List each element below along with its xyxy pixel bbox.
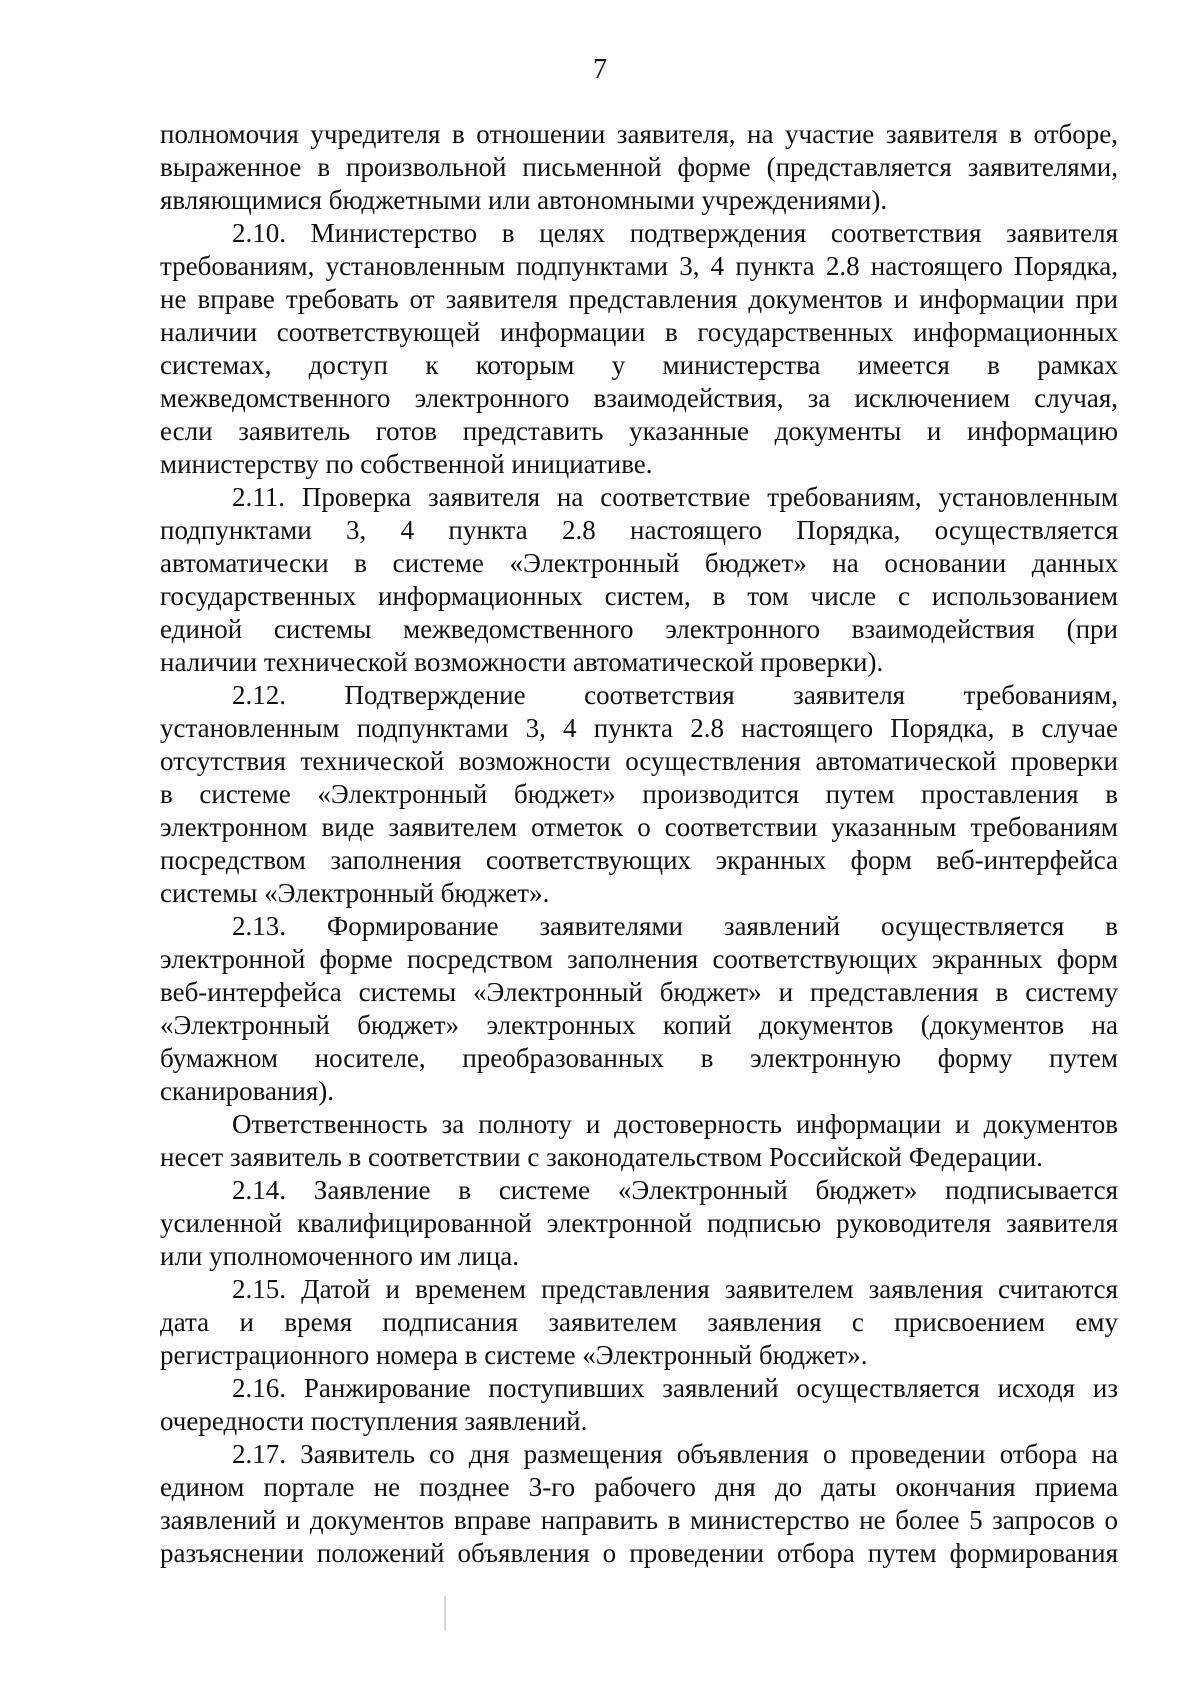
text-line: единой системы межведомственного электронного взаимодействия (при [160,614,1118,644]
text-line: установленным подпунктами 3, 4 пункта 2.8 настоящего Порядка, в случае [160,713,1118,743]
text-line: 2.12. Подтверждение соответствия заявителя требованиям, [232,680,1118,710]
text-line: наличии соответствующей информации в государственных информационных [160,317,1118,347]
text-line: являющимися бюджетными или автономными учреждениями). [160,185,888,215]
text-line: «Электронный бюджет» электронных копий документов (документов на [160,1010,1118,1040]
document-body [160,118,1118,1570]
text-line: дата и время подписания заявителем заявления с присвоением ему [160,1307,1118,1337]
text-line: веб-интерфейса системы «Электронный бюджет» и представления в систему [160,977,1118,1007]
text-line: межведомственного электронного взаимодействия, за исключением случая, [160,383,1118,413]
scan-artifact [444,1596,446,1630]
text-line: едином портале не позднее 3-го рабочего дня до даты окончания приема [160,1472,1118,1502]
text-line: требованиям, установленным подпунктами 3, 4 пункта 2.8 настоящего Порядка, [160,251,1118,281]
text-line: заявлений и документов вправе направить в министерство не более 5 запросов о [160,1505,1118,1535]
text-line: министерству по собственной инициативе. [160,449,653,479]
text-line: автоматически в системе «Электронный бюджет» на основании данных [160,548,1118,578]
text-line: Ответственность за полноту и достоверность информации и документов [232,1109,1118,1139]
text-line: 2.10. Министерство в целях подтверждения соответствия заявителя [232,218,1118,248]
text-line: системах, доступ к которым у министерства имеется в рамках [160,350,1118,380]
text-line: полномочия учредителя в отношении заявителя, на участие заявителя в отборе, [160,119,1118,149]
text-line: 2.16. Ранжирование поступивших заявлений осуществляется исходя из [232,1373,1118,1403]
text-line: усиленной квалифицированной электронной подписью руководителя заявителя [160,1208,1118,1238]
text-line: не вправе требовать от заявителя представления документов и информации при [160,284,1118,314]
text-line: или уполномоченного им лица. [160,1241,520,1271]
text-line: наличии технической возможности автоматической проверки). [160,647,884,677]
text-line: регистрационного номера в системе «Электронный бюджет». [160,1340,868,1370]
text-line: бумажном носителе, преобразованных в электронную форму путем [160,1043,1118,1073]
text-line: системы «Электронный бюджет». [160,878,550,908]
text-line: посредством заполнения соответствующих экранных форм веб-интерфейса [160,845,1118,875]
text-line: электронной форме посредством заполнения соответствующих экранных форм [160,944,1118,974]
text-line: электронном виде заявителем отметок о соответствии указанным требованиям [160,812,1118,842]
text-line: 2.14. Заявление в системе «Электронный бюджет» подписывается [232,1175,1118,1205]
text-line: очередности поступления заявлений. [160,1406,588,1436]
text-line: 2.11. Проверка заявителя на соответствие требованиям, установленным [232,482,1118,512]
text-line: сканирования). [160,1076,335,1106]
text-line: отсутствия технической возможности осуществления автоматической проверки [160,746,1118,776]
text-line: государственных информационных систем, в том числе с использованием [160,581,1118,611]
text-line: 2.17. Заявитель со дня размещения объявления о проведении отбора на [232,1439,1118,1469]
text-line: несет заявитель в соответствии с законодательством Российской Федерации. [160,1142,1043,1172]
text-line: 2.15. Датой и временем представления заявителем заявления считаются [232,1274,1118,1304]
text-line: если заявитель готов представить указанные документы и информацию [160,416,1118,446]
text-line: подпунктами 3, 4 пункта 2.8 настоящего Порядка, осуществляется [160,515,1118,545]
text-line: 2.13. Формирование заявителями заявлений осуществляется в [232,911,1118,941]
text-line: в системе «Электронный бюджет» производится путем проставления в [160,779,1118,809]
text-line: разъяснении положений объявления о проведении отбора путем формирования [160,1538,1118,1568]
page-number: 7 [593,54,607,85]
text-line: выраженное в произвольной письменной форме (представляется заявителями, [160,152,1118,182]
